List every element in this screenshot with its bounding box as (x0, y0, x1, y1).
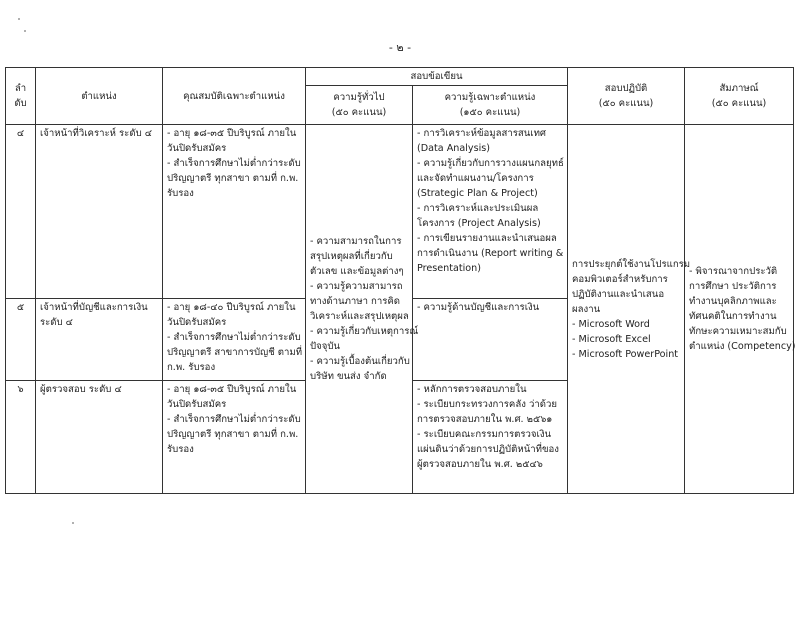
position-cell: เจ้าหน้าที่บัญชีและการเงิน ระดับ ๔ (36, 299, 163, 381)
specific-knowledge-cell: - หลักการตรวจสอบภายใน - ระเบียบกระทรวงการคลัง ว่าด้วย การตรวจสอบภายใน พ.ศ. ๒๕๖๑ - ระเบียบคณะกรรมการตรวจเงิน แผ่นดินว่าด้วยการปฏิบัติหน้าที่ของ ผู้ตรวจสอบภายใน พ.ศ. ๒๕๔๖ (413, 381, 568, 494)
header-general-knowledge: ความรู้ทั่วไป (๕๐ คะแนน) (306, 86, 413, 125)
header-written-exam: สอบข้อเขียน (306, 68, 568, 86)
header-qualifications: คุณสมบัติเฉพาะตำแหน่ง (163, 68, 306, 125)
qualifications-cell: - อายุ ๑๘-๓๕ ปีบริบูรณ์ ภายใน วันปิดรับสมัคร - สำเร็จการศึกษาไม่ต่ำกว่าระดับ ปริญญาตรี ทุกสาขา ตามที่ ก.พ. รับรอง (163, 125, 306, 299)
exam-criteria-table (5, 67, 794, 494)
interview-cell: - พิจารณาจากประวัติ การศึกษา ประวัติการ ทำงานบุคลิกภาพและ ทัศนคติในการทำงาน ทักษะความเหมาะสมกับ ตำแหน่ง (Competency) (685, 125, 794, 494)
header-specific-knowledge: ความรู้เฉพาะตำแหน่ง (๑๕๐ คะแนน) (413, 86, 568, 125)
position-cell: ผู้ตรวจสอบ ระดับ ๔ (36, 381, 163, 494)
row-number: ๖ (6, 381, 36, 494)
position-cell: เจ้าหน้าที่วิเคราะห์ ระดับ ๔ (36, 125, 163, 299)
qualifications-cell: - อายุ ๑๘-๔๐ ปีบริบูรณ์ ภายใน วันปิดรับสมัคร - สำเร็จการศึกษาไม่ต่ำกว่าระดับ ปริญญาตรี สาขาการบัญชี ตามที่ ก.พ. รับรอง (163, 299, 306, 381)
page-number: - ๒ - (388, 41, 412, 54)
scan-speck (72, 522, 74, 524)
header-no: ลำ ดับ (6, 68, 36, 125)
header-practical: สอบปฏิบัติ (๕๐ คะแนน) (568, 68, 685, 125)
header-interview: สัมภาษณ์ (๕๐ คะแนน) (685, 68, 794, 125)
row-number: ๕ (6, 299, 36, 381)
specific-knowledge-cell: - การวิเคราะห์ข้อมูลสารสนเทศ (Data Analysis) - ความรู้เกี่ยวกับการวางแผนกลยุทธ์ และจัดทำแผนงาน/โครงการ (Strategic Plan & Project) - การวิเคราะห์และประเมินผล โครงการ (Project Analysis) - การเขียนรายงานและนำเสนอผล การดำเนินงาน (Report writing & Presentation) (413, 125, 568, 299)
table-row (6, 125, 794, 299)
practical-exam-cell: การประยุกต์ใช้งานโปรแกรม คอมพิวเตอร์สำหรับการ ปฏิบัติงานและนำเสนอ ผลงาน - Microsoft Word - Microsoft Excel - Microsoft PowerPoint (568, 125, 685, 494)
header-position: ตำแหน่ง (36, 68, 163, 125)
general-knowledge-cell: - ความสามารถในการ สรุปเหตุผลที่เกี่ยวกับ ตัวเลข และข้อมูลต่างๆ - ความรู้ความสามารถ ทางด้านภาษา การคิด วิเคราะห์และสรุปเหตุผล - ความรู้เกี่ยวกับเหตุการณ์ ปัจจุบัน - ความรู้เบื้องต้นเกี่ยวกับ บริษัท ขนส่ง จำกัด (306, 125, 413, 494)
specific-knowledge-cell: - ความรู้ด้านบัญชีและการเงิน (413, 299, 568, 381)
qualifications-cell: - อายุ ๑๘-๓๕ ปีบริบูรณ์ ภายใน วันปิดรับสมัคร - สำเร็จการศึกษาไม่ต่ำกว่าระดับ ปริญญาตรี ทุกสาขา ตามที่ ก.พ. รับรอง (163, 381, 306, 494)
scan-speck (24, 30, 26, 32)
scan-speck (18, 18, 20, 20)
row-number: ๔ (6, 125, 36, 299)
